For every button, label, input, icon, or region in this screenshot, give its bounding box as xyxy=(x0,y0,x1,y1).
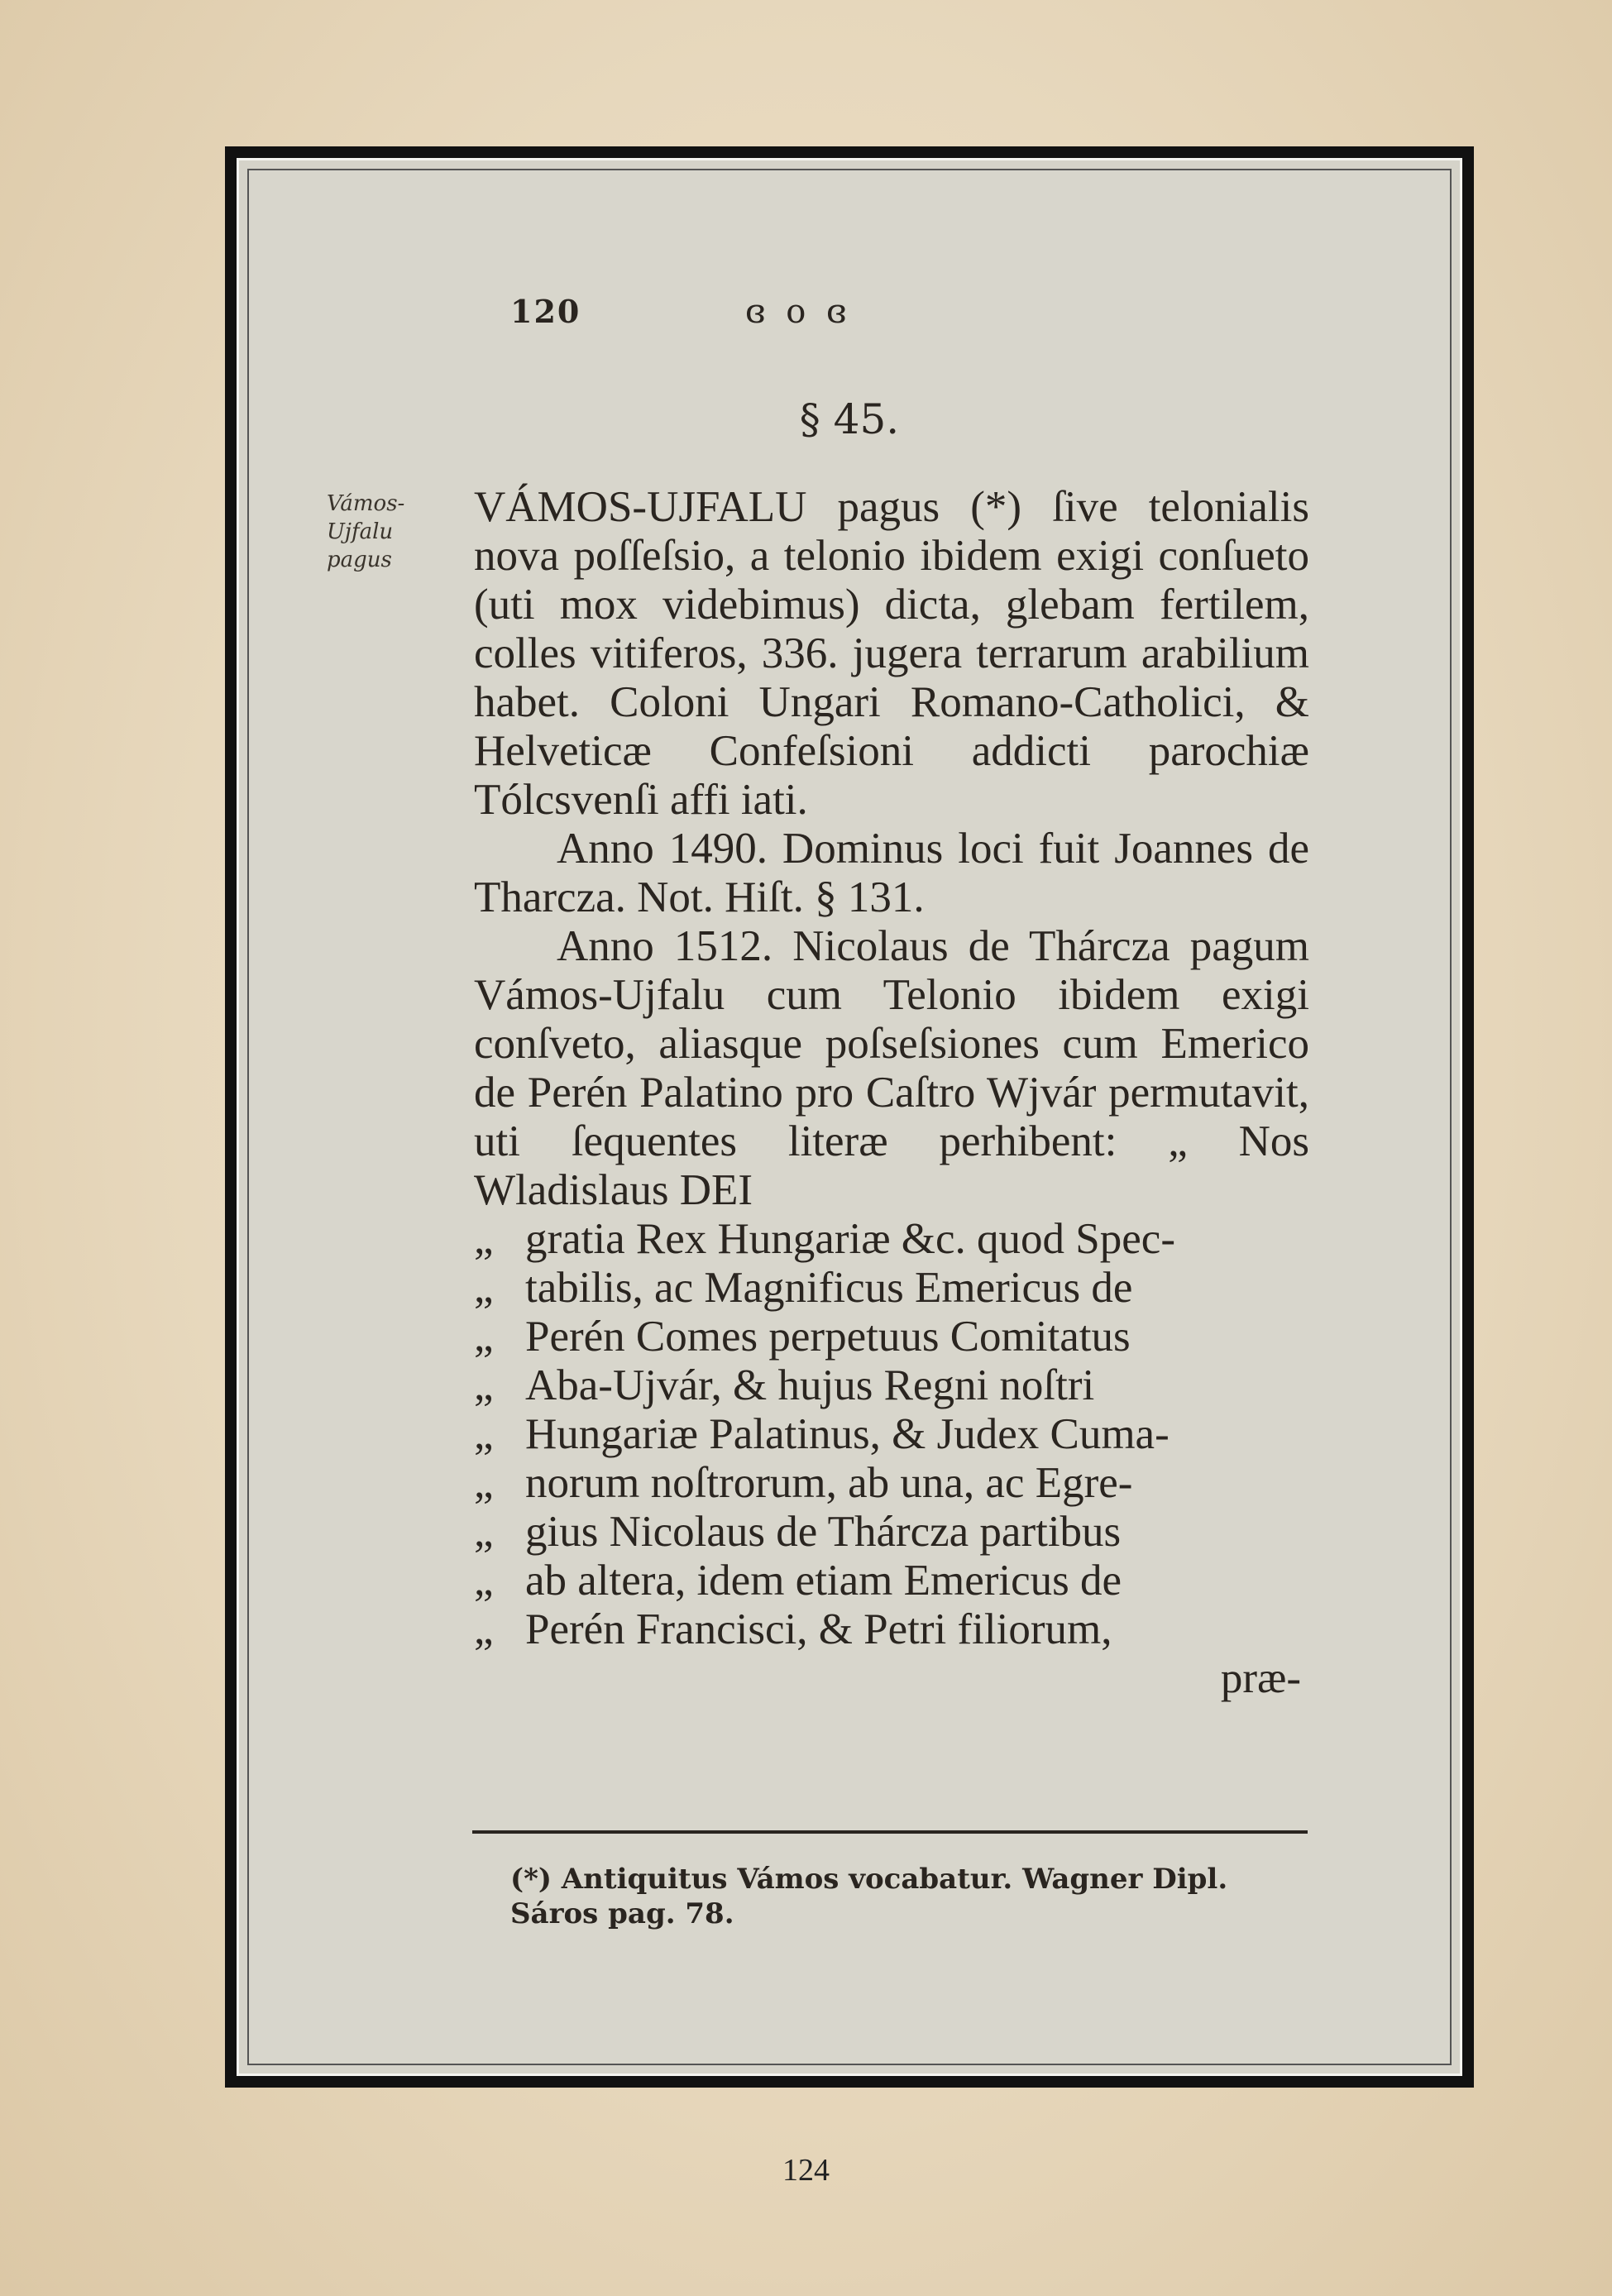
quote-line: „ ab altera, idem etiam Emericus de xyxy=(474,1557,1309,1605)
quoted-charter xyxy=(474,1215,1309,1654)
quote-line: „ norum noſtrorum, ab una, ac Egre- xyxy=(474,1459,1309,1508)
scan-frame xyxy=(225,146,1474,2088)
paragraph-1: VÁMOS-UJFALU pagus (*) ſive telonialis nova poſſeſsio, a telonio ibidem exigi conſueto (uti mox videbimus) dicta, glebam fertilem, colles vitiferos, 336. jugera terrarum arabilium habet. Coloni Ungari Romano-Catholici, & Helveticæ Confeſsioni addicti parochiæ Tólcsvenſi affi iati. xyxy=(474,483,1309,824)
section-heading: § 45. xyxy=(799,395,900,443)
footnote-rule xyxy=(472,1830,1308,1834)
quote-line: „ Perén Francisci, & Petri filiorum, xyxy=(474,1605,1309,1654)
paragraph-2: Anno 1490. Dominus loci fuit Joannes de Tharcza. Not. Hiſt. § 131. xyxy=(474,825,1309,921)
margin-note: Vámos-Ujfalu pagus xyxy=(327,491,405,572)
catchword: præ- xyxy=(1220,1654,1301,1702)
book-page xyxy=(247,169,1452,2065)
quote-line: „ gratia Rex Hungariæ &c. quod Spec- xyxy=(474,1215,1309,1264)
body-text xyxy=(474,483,1309,1703)
running-head xyxy=(249,293,1450,342)
quote-line: „ gius Nicolaus de Thárcza partibus xyxy=(474,1508,1309,1557)
ornament-icon: ɞ o ɞ xyxy=(745,293,852,331)
book-page-number: 120 xyxy=(510,293,581,330)
quote-line: „ Perén Comes perpetuus Comitatus xyxy=(474,1313,1309,1361)
footnote: (*) Antiquitus Vámos vocabatur. Wagner Dipl. Sáros pag. 78. xyxy=(510,1863,1228,1930)
quote-line: „ tabilis, ac Magnificus Emericus de xyxy=(474,1264,1309,1313)
paragraph-3: Anno 1512. Nicolaus de Thárcza pagum Vámos-Ujfalu cum Telonio ibidem exigi conſveto, aliasque poſseſsiones cum Emerico de Perén Palatino pro Caſtro Wjvár permutavit, uti ſequentes literæ perhibent: „ Nos Wladislaus DEI xyxy=(474,922,1309,1214)
quote-line: „ Hungariæ Palatinus, & Judex Cuma- xyxy=(474,1410,1309,1459)
folio-number: 124 xyxy=(782,2153,830,2188)
quote-line: „ Aba-Ujvár, & hujus Regni noſtri xyxy=(474,1361,1309,1410)
frame-inner-border xyxy=(237,158,1462,2076)
